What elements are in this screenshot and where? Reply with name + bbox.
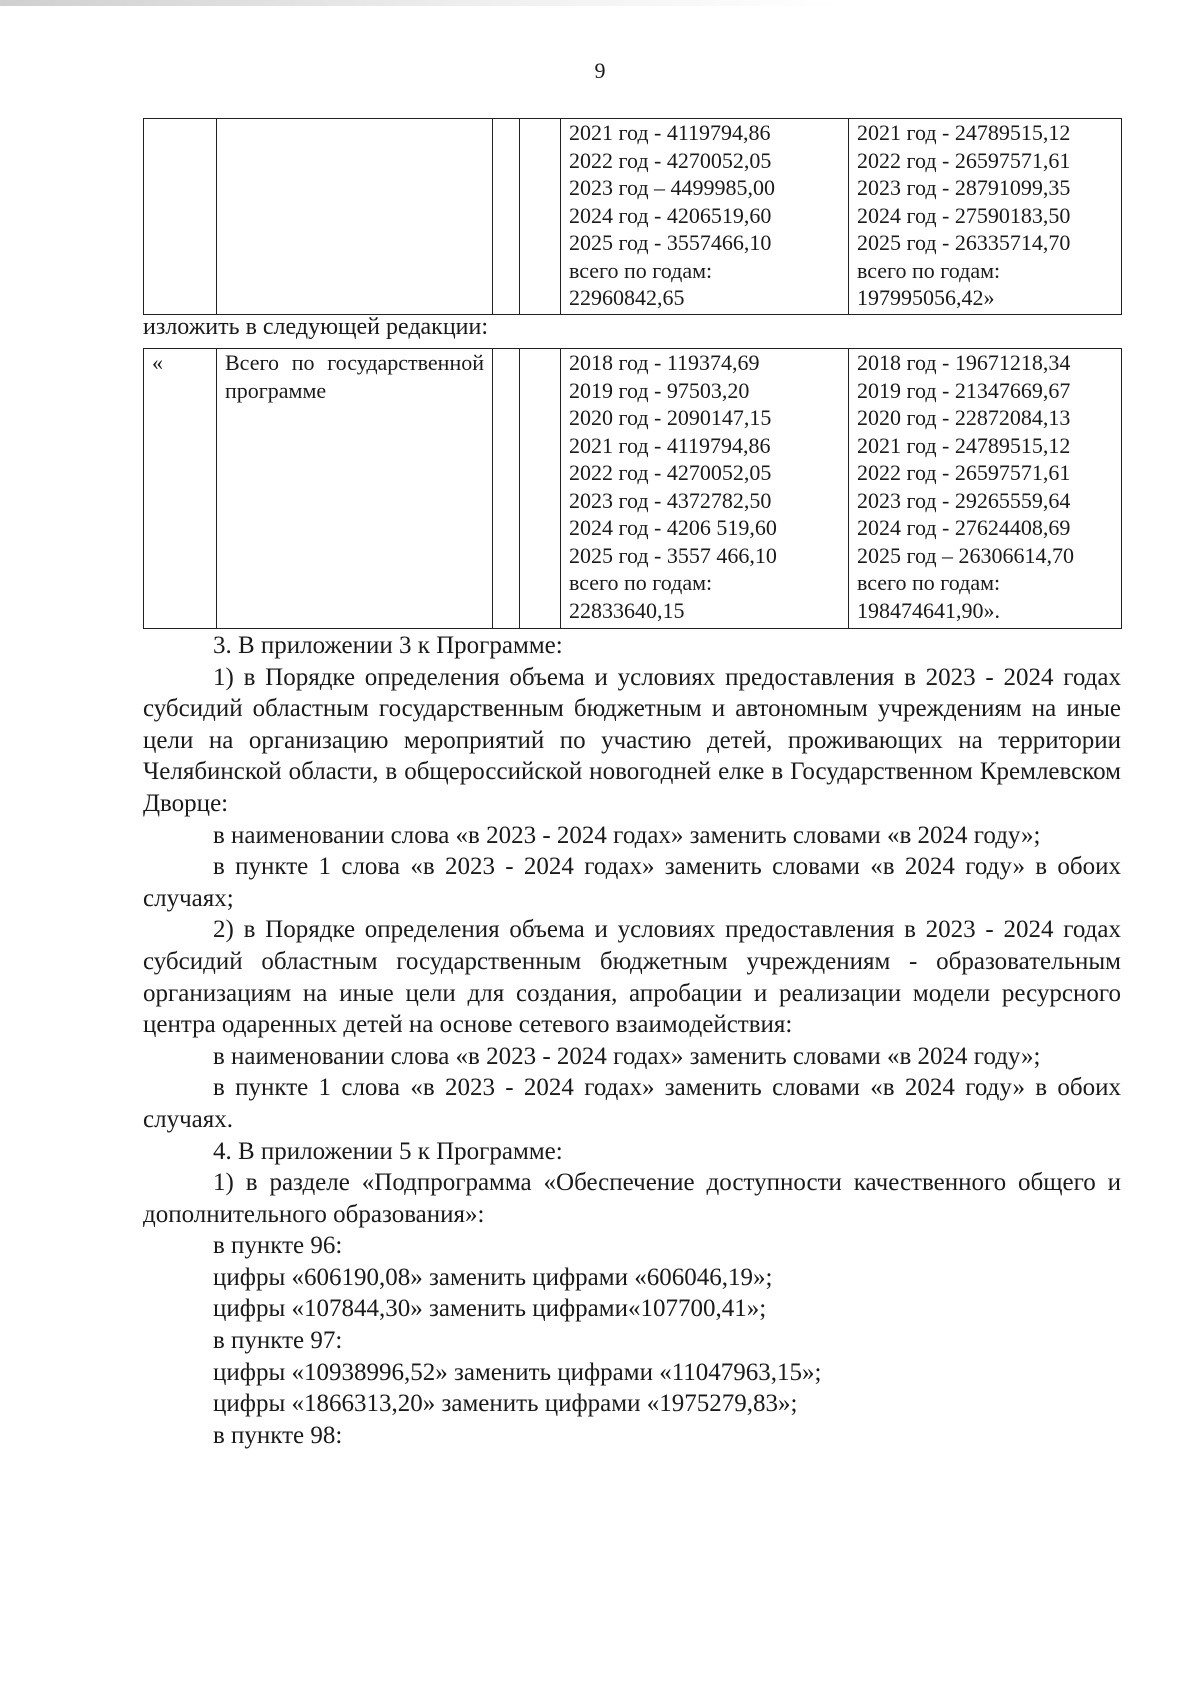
table-cell-total-funding: 2018 год - 19671218,34 2019 год - 21347669,67 2020 год - 22872084,13 2021 год - 24789515,12 2022 год - 26597571,61 2023 год - 29265559,64 2024 год - 27624408,69 2025 год – 26306614,70 всего по годам: 198474641,90».	[849, 349, 1122, 629]
table-cell-regional-budget: 2021 год - 4119794,86 2022 год - 4270052,05 2023 год – 4499985,00 2024 год - 4206519,60 2025 год - 3557466,10 всего по годам: 22960842,65	[561, 119, 849, 315]
table-cell-empty	[493, 119, 520, 315]
funding-table-new	[143, 348, 1122, 629]
paragraph: в пункте 1 слова «в 2023 - 2024 годах» заменить словами «в 2024 году» в обоих случаях.	[143, 1074, 1121, 1133]
table-cell-regional-budget: 2018 год - 119374,69 2019 год - 97503,20 2020 год - 2090147,15 2021 год - 4119794,86 2022 год - 4270052,05 2023 год - 4372782,50 2024 год - 4206 519,60 2025 год - 3557 466,10 всего по годам: 22833640,15	[561, 349, 849, 629]
transition-text: изложить в следующей редакции:	[143, 314, 489, 340]
table-cell-name	[217, 119, 493, 315]
paragraph: цифры «1866313,20» заменить цифрами «1975279,83»;	[213, 1390, 798, 1418]
paragraph: в пункте 98:	[213, 1421, 343, 1449]
paragraph: в наименовании слова «в 2023 - 2024 годах» заменить словами «в 2024 году»;	[213, 1042, 1041, 1070]
table-cell-number: «	[144, 349, 217, 629]
paragraph: в пункте 97:	[213, 1327, 343, 1355]
paragraph: 4. В приложении 5 к Программе:	[213, 1137, 563, 1165]
page-number: 9	[594, 58, 606, 83]
table-cell-empty	[520, 119, 561, 315]
paragraph: цифры «10938996,52» заменить цифрами «11047963,15»;	[213, 1358, 822, 1386]
table-cell-name: Всего по государственной программе	[217, 349, 493, 629]
paragraph: 1) в Порядке определения объема и условиях предоставления в 2023 - 2024 годах субсидий областным государственным бюджетным и автономным учреждениям на иные цели на организацию мероприятий по участию детей, проживающих на территории Челябинской области, в общероссийской новогодней елке в Государственном Кремлевском Дворце:	[143, 663, 1121, 817]
scan-edge-artifact	[0, 0, 1200, 6]
table-cell-total-funding: 2021 год - 24789515,12 2022 год - 26597571,61 2023 год - 28791099,35 2024 год - 27590183,50 2025 год - 26335714,70 всего по годам: 197995056,42»	[849, 119, 1122, 315]
table-row	[144, 119, 1122, 315]
paragraph: в пункте 96:	[213, 1232, 343, 1260]
table-cell-number	[144, 119, 217, 315]
paragraph: в наименовании слова «в 2023 - 2024 годах» заменить словами «в 2024 году»;	[213, 821, 1041, 849]
table-cell-empty	[520, 349, 561, 629]
paragraph: 2) в Порядке определения объема и условиях предоставления в 2023 - 2024 годах субсидий областным государственным бюджетным учреждениям - образовательным организациям на иные цели для создания, апробации и реализации модели ресурсного центра одаренных детей на основе сетевого взаимодействия:	[143, 916, 1121, 1039]
table-cell-empty	[493, 349, 520, 629]
paragraph: цифры «606190,08» заменить цифрами «606046,19»;	[213, 1263, 773, 1291]
paragraph: 1) в разделе «Подпрограмма «Обеспечение доступности качественного общего и дополнительного образования»:	[143, 1169, 1121, 1228]
document-body	[143, 630, 1121, 1451]
table-row	[144, 349, 1122, 629]
paragraph: 3. В приложении 3 к Программе:	[213, 632, 563, 659]
paragraph: цифры «107844,30» заменить цифрами«107700,41»;	[213, 1295, 767, 1323]
funding-table-old	[143, 118, 1122, 315]
paragraph: в пункте 1 слова «в 2023 - 2024 годах» заменить словами «в 2024 году» в обоих случаях;	[143, 853, 1121, 912]
